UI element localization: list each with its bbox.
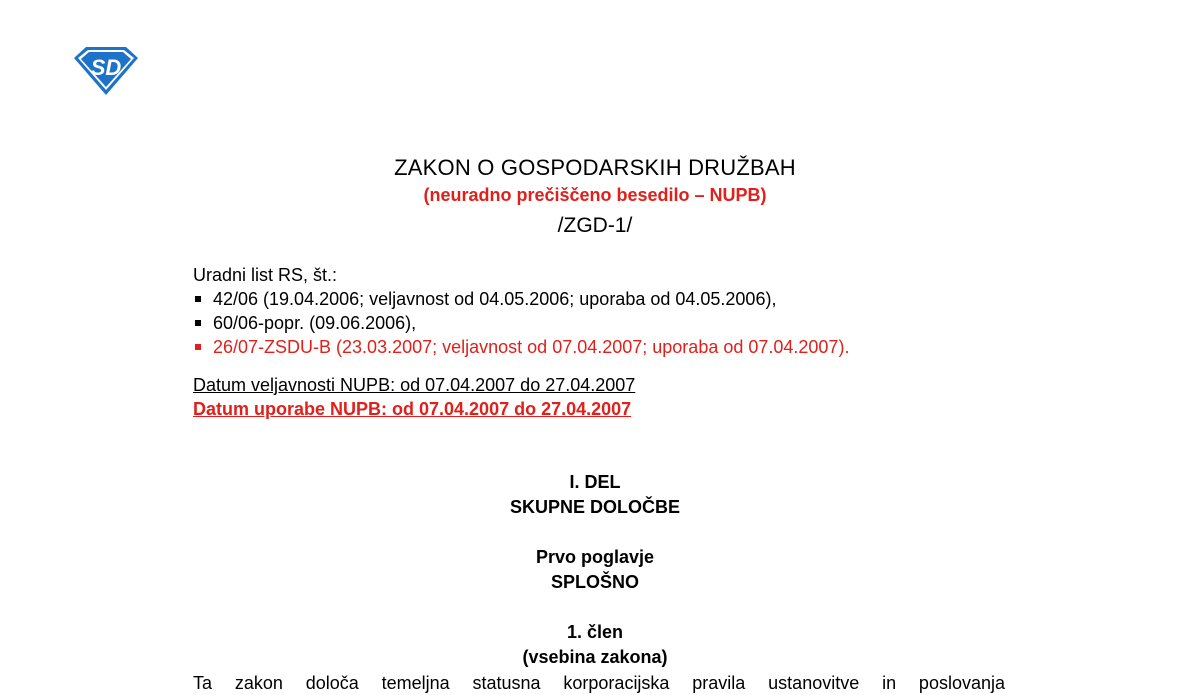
part-number: I. DEL <box>569 472 621 492</box>
bullet-icon <box>195 344 201 350</box>
chapter-heading <box>0 545 1190 595</box>
logo-text: SD <box>90 55 122 80</box>
document-abbreviation: /ZGD-1/ <box>557 214 633 237</box>
gazette-block <box>193 263 849 359</box>
article-body: Ta zakon določa temeljna statusna korporacijska pravila ustanovitve in poslovanja <box>193 673 1005 693</box>
gazette-entry-amendment <box>193 335 849 359</box>
sd-logo-icon <box>72 44 140 98</box>
sd-logo-graphic <box>72 44 140 98</box>
bullet-icon <box>195 296 201 302</box>
gazette-entry <box>193 287 849 311</box>
use-date-line: Datum uporabe NUPB: od 07.04.2007 do 27.04.2007 <box>193 399 632 419</box>
part-heading <box>0 470 1190 520</box>
article-number: 1. člen <box>566 622 624 642</box>
article-title: (vsebina zakona) <box>522 647 668 667</box>
validity-dates <box>193 373 635 421</box>
part-name: SKUPNE DOLOČBE <box>509 497 680 517</box>
chapter-name: SPLOŠNO <box>550 572 639 592</box>
bullet-icon <box>195 320 201 326</box>
gazette-entry-text: 42/06 (19.04.2006; veljavnost od 04.05.2006; uporaba od 04.05.2006), <box>213 289 777 309</box>
gazette-entry <box>193 311 849 335</box>
chapter-number: Prvo poglavje <box>535 547 655 567</box>
gazette-label: Uradni list RS, št.: <box>193 265 338 285</box>
document-title: ZAKON O GOSPODARSKIH DRUŽBAH <box>394 155 796 180</box>
validity-date-line: Datum veljavnosti NUPB: od 07.04.2007 do 27.04.2007 <box>193 375 636 395</box>
document-subtitle: (neuradno prečiščeno besedilo – NUPB) <box>423 185 767 205</box>
gazette-entry-text: 60/06-popr. (09.06.2006), <box>213 313 417 333</box>
gazette-list <box>193 287 849 359</box>
gazette-entry-text: 26/07-ZSDU-B (23.03.2007; veljavnost od 07.04.2007; uporaba od 07.04.2007). <box>213 337 850 357</box>
article-heading <box>0 620 1190 670</box>
